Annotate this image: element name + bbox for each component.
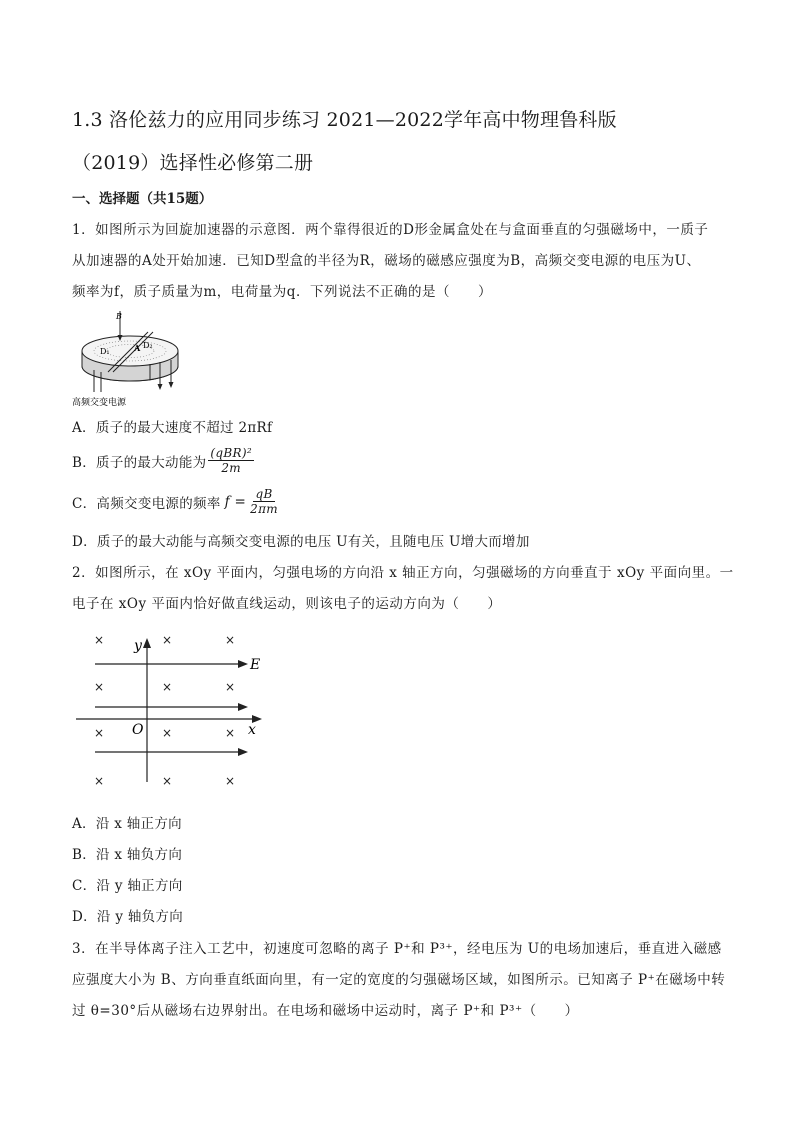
q3-line-2: 应强度大小为 B、方向垂直纸面向里，有一定的宽度的匀强磁场区域，如图所示。已知离子 P⁺在磁场中转	[72, 972, 726, 988]
label-d1: D₁	[100, 347, 110, 356]
q3-line-1: 3．在半导体离子注入工艺中，初速度可忽略的离子 P⁺和 P³⁺，经电压为 U的电场加速后，垂直进入磁感	[72, 941, 722, 957]
q1-line-1: 1．如图所示为回旋加速器的示意图．两个靠得很近的D形金属盒处在与盒面垂直的匀强磁场中，一质子	[72, 222, 709, 238]
cyclotron-figure	[70, 306, 180, 411]
q1-line-2: 从加速器的A处开始加速．已知D型盒的半径为R，磁场的磁感应强度为B，高频交变电源的电压为U、	[72, 253, 701, 269]
cross-mark: ×	[93, 680, 105, 694]
q2-option-d: D．沿 y 轴负方向	[72, 909, 184, 925]
cross-mark: ×	[161, 726, 173, 740]
q1-option-b-denominator: 2m	[221, 461, 241, 475]
cross-mark: ×	[161, 774, 173, 788]
q1-option-c-denominator: 2πm	[250, 502, 278, 516]
document-title-line2: （2019）选择性必修第二册	[72, 152, 314, 174]
q1-option-b-prefix: B．质子的最大动能为	[72, 454, 207, 471]
origin-label: O	[132, 722, 144, 738]
field-diagram	[70, 622, 270, 797]
q1-option-d: D．质子的最大动能与高频交变电源的电压 U有关，且随电压 U增大而增加	[72, 534, 530, 550]
q1-option-c-prefix: C．高频交变电源的频率	[72, 495, 221, 512]
q2-line-1: 2．如图所示，在 xOy 平面内，匀强电场的方向沿 x 轴正方向，匀强磁场的方向垂直于 xOy 平面向里。一	[72, 565, 734, 581]
figure-caption: 高频交变电源	[72, 398, 127, 408]
q1-option-c-fraction	[248, 487, 280, 516]
cross-mark: ×	[224, 726, 236, 740]
y-axis-label: y	[134, 638, 142, 654]
q1-option-b	[72, 446, 254, 475]
q1-option-a: A．质子的最大速度不超过 2πRf	[72, 420, 273, 436]
q2-option-a: A．沿 x 轴正方向	[72, 816, 182, 832]
cross-mark: ×	[224, 633, 236, 647]
q1-option-c-numerator: qB	[255, 487, 273, 501]
x-axis-label: x	[248, 722, 256, 738]
cross-mark: ×	[93, 633, 105, 647]
q3-line-3: 过 θ=30°后从磁场右边界射出。在电场和磁场中运动时，离子 P⁺和 P³⁺（ ）	[72, 1003, 579, 1019]
q1-line-3: 频率为f，质子质量为m，电荷量为q．下列说法不正确的是（ ）	[72, 284, 492, 300]
cross-mark: ×	[93, 726, 105, 740]
label-b: B	[116, 312, 122, 321]
electric-field-label: E	[250, 657, 261, 673]
label-d2: D₂	[143, 341, 153, 350]
q1-option-c	[72, 487, 280, 516]
cross-mark: ×	[224, 774, 236, 788]
q2-option-b: B．沿 x 轴负方向	[72, 847, 183, 863]
q1-option-b-fraction	[208, 446, 254, 475]
cross-mark: ×	[224, 680, 236, 694]
cross-mark: ×	[93, 774, 105, 788]
q1-option-b-numerator: (qBR)²	[210, 446, 252, 460]
cross-mark: ×	[161, 633, 173, 647]
q2-option-c: C．沿 y 轴正方向	[72, 878, 183, 894]
q2-line-2: 电子在 xOy 平面内恰好做直线运动，则该电子的运动方向为（ ）	[72, 596, 502, 612]
section-heading: 一、选择题（共15题）	[72, 191, 213, 207]
q1-option-c-equation: f =	[224, 493, 247, 510]
cross-mark: ×	[161, 680, 173, 694]
document-title-line1: 1.3 洛伦兹力的应用同步练习 2021—2022学年高中物理鲁科版	[72, 109, 617, 131]
label-a: A	[134, 343, 141, 353]
